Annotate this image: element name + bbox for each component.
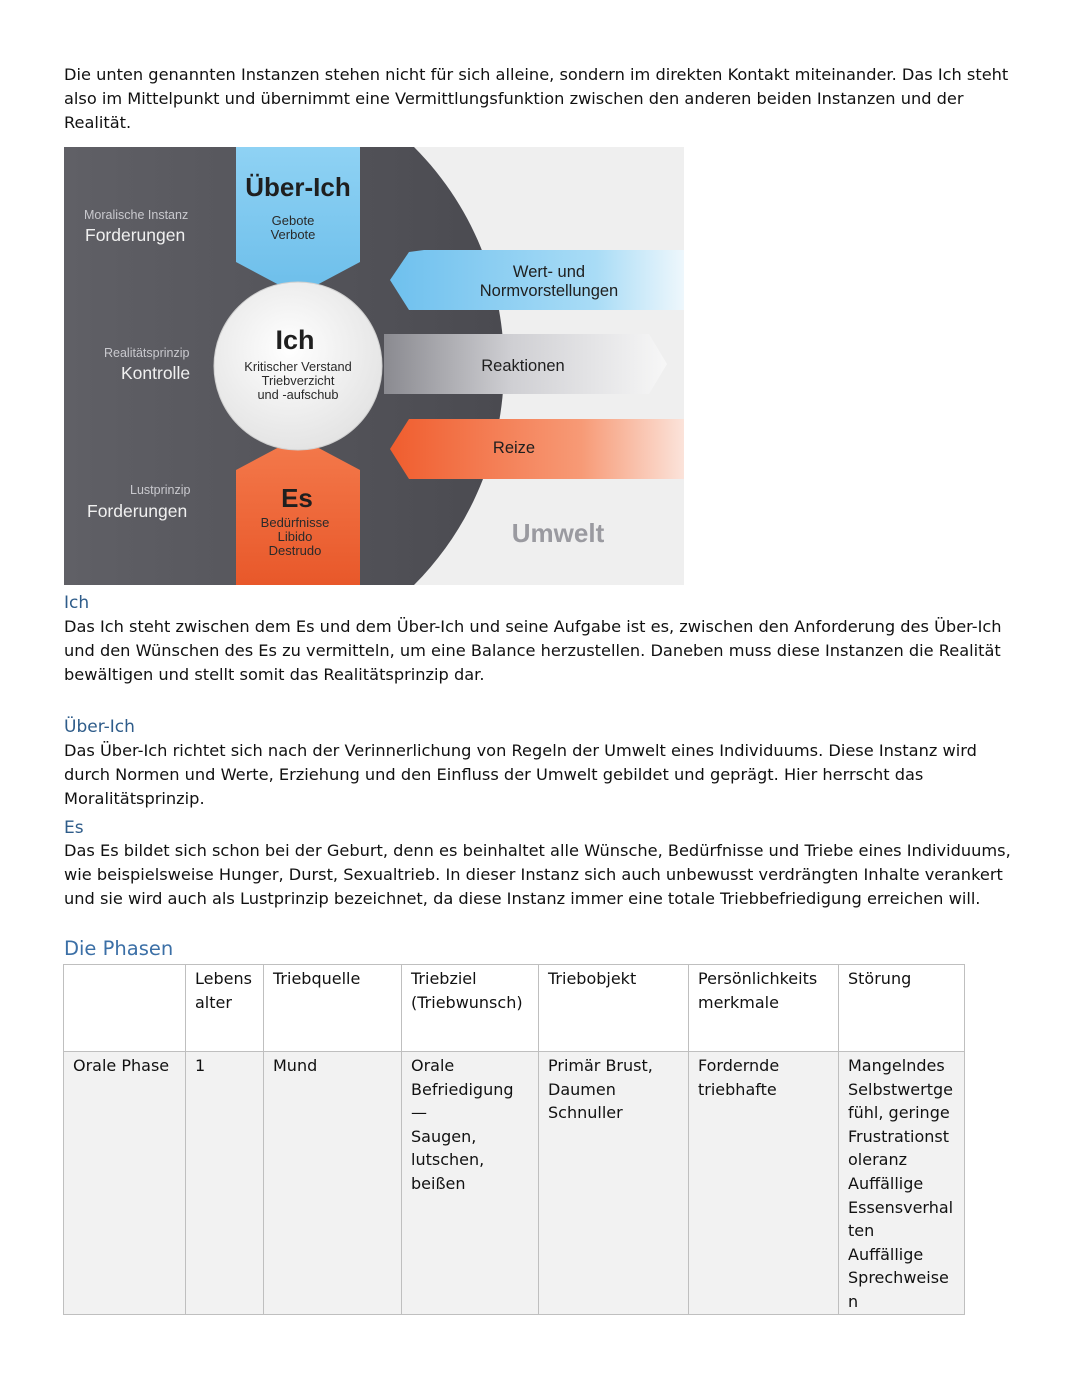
- cell-text-line: Selbstwertge: [848, 1079, 953, 1099]
- cell-text-line: Saugen,: [411, 1126, 477, 1146]
- wert-label-line-1: Wert- und: [512, 263, 586, 281]
- paragraph-ueber-ich: Das Über-Ich richtet sich nach der Verinnerlichung von Regeln der Umwelt eines Individuums. Diese Instanz wird durch Normen und Werte, Erziehung und den Einfluss der Umwelt gebildet und geprägt. Hier herrscht das Moralitätsprinzip.: [64, 741, 977, 808]
- label-forderungen-oben: Forderungen: [85, 225, 186, 245]
- cell-text-line: alter: [195, 992, 232, 1012]
- cell-phase-name: [64, 1052, 186, 1315]
- phasen-table: [63, 964, 965, 1315]
- es-line-1: Bedürfnisse: [260, 515, 330, 530]
- cell-persoenlichkeitsmerkmale: [689, 1052, 839, 1315]
- cell-text-line: Auffällige: [848, 1173, 924, 1193]
- intro-paragraph: Die unten genannten Instanzen stehen nicht für sich alleine, sondern im direkten Kontakt miteinander. Das Ich steht also im Mittelpunkt und übernimmt eine Vermittlungsfunktion zwischen den anderen beiden Instanzen und der Realität.: [64, 65, 1009, 132]
- cell-text-line: Triebobjekt: [548, 969, 637, 988]
- reize-arrow: [390, 419, 684, 479]
- reize-label: Reize: [492, 439, 536, 457]
- cell-triebquelle: [264, 1052, 402, 1315]
- heading-ich: Ich: [64, 593, 90, 613]
- es-line-3: Destrudo: [268, 543, 322, 558]
- cell-text-line: —: [411, 1103, 427, 1123]
- label-forderungen-unten: Forderungen: [87, 501, 188, 521]
- cell-text-line: oleranz: [848, 1150, 907, 1170]
- cell-text-line: (Triebwunsch): [411, 992, 523, 1012]
- label-lustprinzip: Lustprinzip: [130, 483, 191, 497]
- cell-text-line: Orale: [411, 1056, 455, 1075]
- umwelt-label: Umwelt: [511, 518, 605, 548]
- cell-text-line: Schnuller: [548, 1103, 623, 1123]
- table-row: [64, 1052, 965, 1315]
- heading-die-phasen: Die Phasen: [64, 937, 174, 960]
- cell-text-line: Auffällige: [848, 1244, 924, 1264]
- cell-text-line: triebhafte: [698, 1079, 777, 1099]
- header-cell-triebquelle: [264, 965, 402, 1052]
- ueber-ich-title: Über-Ich: [245, 172, 351, 202]
- ich-line-3: und -aufschub: [257, 387, 339, 402]
- cell-triebobjekt: [539, 1052, 689, 1315]
- cell-text-line: Störung: [848, 969, 912, 988]
- header-cell-triebziel: [402, 965, 539, 1052]
- cell-text-line: Orale Phase: [73, 1056, 170, 1075]
- wert-label-line-2: Normvorstellungen: [479, 282, 619, 300]
- cell-text-line: Mangelndes: [848, 1056, 945, 1075]
- cell-text-line: fühl, geringe: [848, 1103, 950, 1123]
- ueber-ich-line-2: Verbote: [270, 227, 316, 242]
- cell-text-line: Mund: [273, 1056, 318, 1075]
- cell-text-line: Daumen: [548, 1079, 616, 1099]
- paragraph-es: Das Es bildet sich schon bei der Geburt, denn es beinhaltet alle Wünsche, Bedürfnisse und Triebe eines Individuums, wie beispielsweise Hunger, Durst, Sexualtrieb. In dieser Instanz sich auch unbewusst verdrängten Inhalte verankert und sie wird auch als Lustprinzip bezeichnet, da diese Instanz immer eine totale Triebbefriedigung erreichen will.: [64, 841, 1011, 908]
- es-title: Es: [281, 483, 313, 513]
- cell-text-line: Primär Brust,: [548, 1056, 653, 1075]
- heading-ueber-ich: Über-Ich: [64, 717, 135, 737]
- header-cell-stoerung: [839, 965, 965, 1052]
- reaktionen-label: Reaktionen: [481, 357, 565, 375]
- cell-text-line: Essensverhal: [848, 1197, 954, 1217]
- es-line-2: Libido: [277, 529, 313, 544]
- ich-line-1: Kritischer Verstand: [244, 359, 352, 374]
- table-header-row: [64, 965, 965, 1052]
- heading-es: Es: [64, 818, 84, 838]
- cell-text-line: Frustrationst: [848, 1126, 950, 1146]
- paragraph-ich: Das Ich steht zwischen dem Es und dem Über-Ich und seine Aufgabe ist es, zwischen den Anforderung des Über-Ich und den Wünschen des Es zu vermitteln, um eine Balance herzustellen. Daneben muss diese Instanzen die Realität bewältigen und stellt somit das Realitätsprinzip dar.: [64, 617, 1002, 684]
- cell-text-line: Sprechweise: [848, 1268, 949, 1288]
- cell-text-line: n: [848, 1291, 859, 1311]
- cell-text-line: merkmale: [698, 992, 779, 1012]
- ich-line-2: Triebverzicht: [261, 373, 335, 388]
- cell-text-line: Persönlichkeits: [698, 969, 818, 988]
- cell-text-line: Triebziel: [411, 969, 477, 988]
- ich-title: Ich: [275, 325, 315, 355]
- cell-text-line: ten: [848, 1221, 875, 1241]
- psyche-model-diagram: [64, 147, 684, 585]
- cell-triebziel: [402, 1052, 539, 1315]
- header-cell-empty: [64, 965, 186, 1052]
- label-kontrolle: Kontrolle: [121, 363, 191, 383]
- cell-text-line: Triebquelle: [273, 969, 361, 988]
- label-moralische-instanz: Moralische Instanz: [84, 208, 189, 222]
- cell-text-line: beißen: [411, 1173, 466, 1193]
- cell-text-line: Lebens: [195, 969, 252, 988]
- cell-text-line: lutschen,: [411, 1150, 485, 1170]
- cell-text-line: Befriedigung: [411, 1079, 514, 1099]
- cell-stoerung: [839, 1052, 965, 1315]
- cell-text-line: 1: [195, 1056, 206, 1075]
- cell-text-line: Fordernde: [698, 1056, 780, 1075]
- ueber-ich-line-1: Gebote: [271, 213, 315, 228]
- cell-lebensalter: [186, 1052, 264, 1315]
- header-cell-triebobjekt: [539, 965, 689, 1052]
- header-cell-persoenlichkeitsmerkmale: [689, 965, 839, 1052]
- label-realitaetsprinzip: Realitätsprinzip: [104, 346, 190, 360]
- header-cell-lebensalter: [186, 965, 264, 1052]
